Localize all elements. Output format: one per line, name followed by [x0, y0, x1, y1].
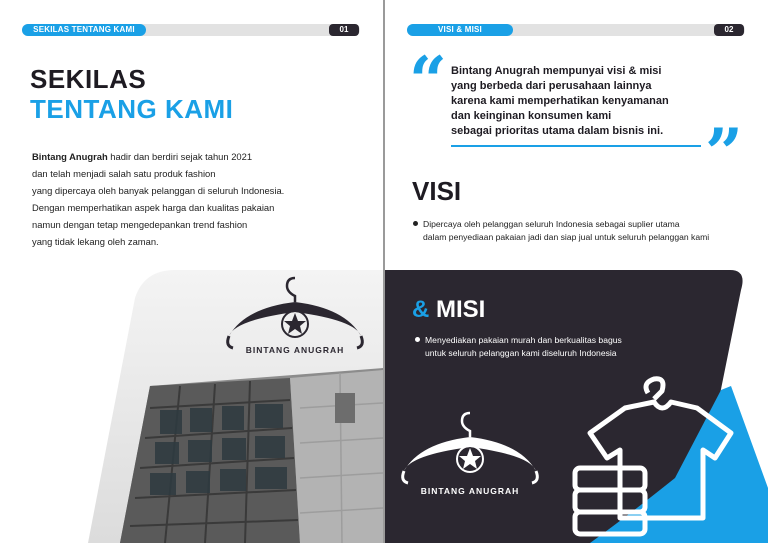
- page-title-line1: SEKILAS: [30, 64, 147, 94]
- quote-line: dan keinginan konsumen kami: [451, 110, 612, 122]
- misi-item: [425, 334, 622, 360]
- section-label: VISI & MISI: [407, 24, 513, 36]
- misi-title: & MISI: [412, 296, 486, 323]
- mission-quote: [451, 64, 721, 139]
- open-quote-icon: “: [409, 42, 447, 120]
- misi-ampersand: &: [412, 296, 430, 323]
- about-line: yang tidak lekang oleh zaman.: [32, 236, 159, 247]
- page-number: 01: [329, 24, 359, 36]
- section-label: SEKILAS TENTANG KAMI: [22, 24, 146, 36]
- quote-line: sebagai prioritas utama dalam bisnis ini.: [451, 125, 664, 137]
- about-line: dan telah menjadi salah satu produk fashion: [32, 168, 216, 179]
- right-page: [385, 0, 768, 543]
- about-line: Bintang Anugrah hadir dan berdiri sejak tahun 2021: [32, 151, 253, 162]
- misi-line: Menyediakan pakaian murah dan berkualitas bagus: [425, 335, 622, 345]
- visi-title: VISI: [412, 176, 462, 206]
- about-line: yang dipercaya oleh banyak pelanggan di seluruh Indonesia.: [32, 185, 285, 196]
- quote-line: Bintang Anugrah mempunyai visi & misi: [451, 65, 662, 77]
- visi-item: [423, 218, 709, 244]
- quote-underline: [451, 145, 701, 147]
- visi-line: dalam penyediaan pakaian jadi dan siap jual untuk seluruh pelanggan kami: [423, 232, 710, 242]
- about-text: [32, 148, 332, 250]
- bullet-icon: [413, 221, 418, 226]
- logo-text: BINTANG ANUGRAH: [245, 345, 345, 355]
- misi-line: untuk seluruh pelanggan kami diseluruh Indonesia: [425, 348, 617, 358]
- left-page: [0, 0, 383, 543]
- building-photo: [0, 268, 383, 543]
- quote-line: yang berbeda dari perusahaan lainnya: [451, 80, 652, 92]
- page-title-line2: TENTANG KAMI: [30, 94, 234, 124]
- quote-line: karena kami memperhatikan kenyamanan: [451, 95, 669, 107]
- about-line: Dengan memperhatikan aspek harga dan kualitas pakaian: [32, 202, 275, 213]
- page-number: 02: [714, 24, 744, 36]
- close-quote-icon: ”: [705, 114, 743, 192]
- visi-line: Dipercaya oleh pelanggan seluruh Indonesia sebagai suplier utama: [423, 219, 680, 229]
- logo-text: BINTANG ANUGRAH: [420, 486, 520, 496]
- about-line: namun dengan tetap mengedepankan trend fashion: [32, 219, 248, 230]
- brand-name: Bintang Anugrah: [32, 151, 108, 162]
- bullet-icon: [415, 337, 420, 342]
